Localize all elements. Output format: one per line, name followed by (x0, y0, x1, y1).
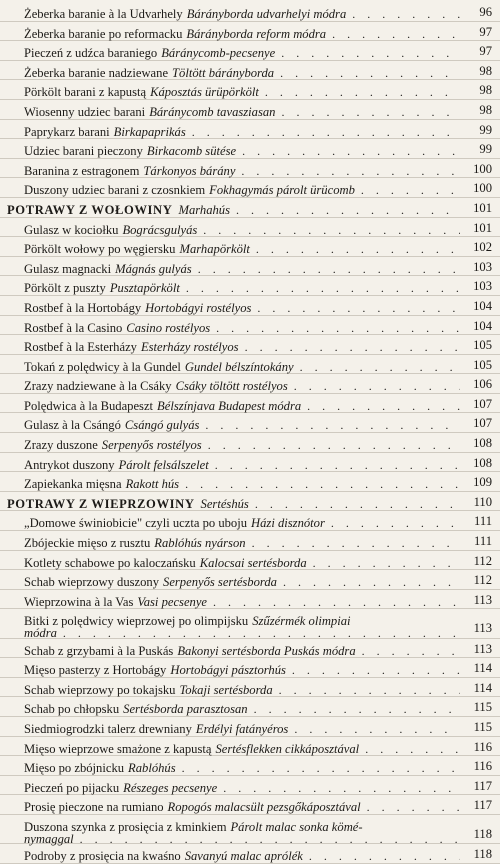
toc-entry (0, 237, 500, 257)
toc-entry (0, 639, 500, 659)
polish-dish-name: Pörkölt wołowy po węgiersku (24, 242, 176, 257)
hungarian-dish-name: Kalocsai sertésborda (199, 555, 307, 570)
page-number: 98 (479, 63, 492, 78)
hungarian-dish-name: Csáky töltött rostélyos (175, 379, 288, 394)
hungarian-dish-name: Szűzérmék olimpiai (252, 614, 351, 629)
dot-leader (288, 721, 460, 737)
polish-dish-name: Pieczeń po pijacku (24, 780, 120, 795)
hungarian-dish-name: Báránybordа reform módra (186, 26, 327, 41)
dot-leader (209, 457, 460, 473)
dot-leader (356, 643, 460, 659)
page-number: 108 (473, 436, 492, 451)
toc-entry (0, 22, 500, 42)
polish-dish-name: Pieczeń z udźca baraniego (24, 46, 158, 61)
hungarian-dish-name: Töltött báránybordа (172, 65, 275, 80)
polish-dish-name: Gulasz à la Csángó (24, 418, 121, 433)
toc-entry-line (24, 356, 460, 375)
toc-entry-line (24, 738, 460, 757)
hungarian-dish-name: Báránycomb-pecsenye (161, 46, 276, 61)
page-number: 118 (473, 847, 492, 862)
dot-leader (239, 339, 460, 355)
polish-dish-name: Zapiekanka mięsna (24, 477, 122, 492)
toc-entry-line (24, 698, 460, 717)
dot-leader (325, 515, 460, 531)
polish-dish-name: Zbójeckie mięso z rusztu (24, 536, 151, 551)
dot-leader (355, 182, 460, 198)
page-number: 105 (473, 338, 492, 353)
polish-dish-name: Siedmiogrodzki talerz drewniany (24, 721, 192, 736)
hungarian-dish-name: Marhahús (178, 202, 231, 217)
hungarian-dish-name: Bélszínjava Budapest módra (157, 398, 302, 413)
hungarian-dish-name: Esterházy rostélyos (140, 340, 239, 355)
dot-leader (303, 848, 460, 864)
toc-entry (0, 844, 500, 864)
toc-entry-line (24, 179, 460, 198)
polish-dish-name: „Domowe świniobicie" czyli uczta po uboju (24, 516, 248, 531)
page-number: 114 (473, 680, 492, 695)
toc-entry-line (24, 375, 460, 394)
toc-entry (0, 472, 500, 492)
hungarian-dish-name: Rablóhús nyárson (154, 536, 246, 551)
dot-leader (246, 535, 460, 551)
toc-entry (0, 355, 500, 375)
toc-entry-line (24, 140, 460, 159)
toc-entry-line (24, 777, 460, 796)
dot-leader (259, 84, 460, 100)
hungarian-dish-name: Bográcsgulyás (122, 222, 198, 237)
polish-dish-name: Mięso wieprzowe smażone z kapustą (24, 741, 212, 756)
toc-entry (0, 139, 500, 159)
toc-entry (0, 756, 500, 776)
hungarian-dish-name: Részeges pecsenye (123, 780, 218, 795)
toc-entry (0, 590, 500, 610)
toc-entry (0, 120, 500, 140)
toc-entry (0, 717, 500, 737)
toc-entry-line (24, 62, 460, 81)
polish-dish-name: Mięso pasterzy z Hortobágy (24, 663, 167, 678)
polish-dish-name: Zrazy duszone (24, 438, 98, 453)
page-number: 107 (473, 416, 492, 431)
dot-leader (249, 496, 460, 512)
toc-entry (0, 296, 500, 316)
toc-entry-line (24, 3, 460, 22)
dot-leader (273, 682, 460, 698)
hungarian-dish-name: Birkapaprikás (113, 124, 186, 139)
hungarian-dish-name: Sertéshús (200, 496, 249, 511)
dot-leader (197, 222, 460, 238)
polish-dish-name: Pörkölt barani z kapustą (24, 85, 147, 100)
toc-entry-line (24, 121, 460, 140)
toc-entry-line (24, 395, 460, 414)
polish-dish-name: Schab wieprzowy duszony (24, 575, 160, 590)
dot-leader (274, 65, 460, 81)
page-number: 102 (473, 240, 492, 255)
toc-entry (0, 80, 500, 100)
toc-entry (0, 697, 500, 717)
polish-dish-name: Polędwica à la Budapeszt (24, 398, 154, 413)
toc-entry (0, 609, 500, 641)
hungarian-dish-name: Erdélyi fatányéros (195, 721, 289, 736)
page-number: 108 (473, 455, 492, 470)
page-number: 112 (473, 553, 492, 568)
hungarian-dish-name-continued: módra (24, 626, 57, 641)
page-number: 117 (473, 798, 492, 813)
polish-dish-name: Żeberka baranie po reformacku (24, 26, 183, 41)
polish-dish-name: Gulasz w kociołku (24, 222, 119, 237)
hungarian-dish-name-continued: nymaggal (24, 831, 74, 846)
section-title: POTRAWY Z WOŁOWINY (7, 202, 173, 217)
toc-entry (0, 433, 500, 453)
toc-entry-line (24, 512, 460, 531)
hungarian-dish-name: Párolt malac sonka kömé- (230, 819, 363, 834)
polish-dish-name: Tokań z polędwicy à la Gundel (24, 359, 181, 374)
dot-leader (180, 280, 460, 296)
toc-entry (0, 815, 500, 844)
toc-entry (0, 413, 500, 433)
hungarian-dish-name: Fokhagymás párolt ürücomb (209, 183, 355, 198)
hungarian-dish-name: Rakott hús (125, 477, 180, 492)
hungarian-dish-name: Marhapörkölt (179, 242, 250, 257)
dot-leader (359, 741, 460, 757)
page-number: 103 (473, 279, 492, 294)
page-number: 103 (473, 259, 492, 274)
hungarian-dish-name: Báránycomb tavasziasan (149, 104, 276, 119)
toc-entry (0, 374, 500, 394)
dot-leader (230, 202, 460, 218)
dot-leader (361, 799, 460, 815)
toc-entry-line (24, 23, 460, 42)
toc-entry-line (24, 552, 460, 571)
polish-dish-name: Rostbef à la Casino (24, 320, 123, 335)
dot-leader (275, 104, 460, 120)
hungarian-dish-name: Savanyú malac aprólék (184, 849, 303, 864)
toc-entry-line (24, 297, 460, 316)
toc-entry-line (24, 160, 460, 179)
toc-entry-line (24, 591, 460, 610)
page-number: 113 (473, 641, 492, 656)
toc-entry-line (24, 414, 460, 433)
page-number: 118 (473, 826, 492, 841)
polish-dish-name: Mięso po zbójnicku (24, 761, 125, 776)
page-number: 110 (473, 494, 492, 509)
toc-entry (0, 316, 500, 336)
toc-entry-line (24, 718, 460, 737)
dot-leader (248, 701, 460, 717)
dot-leader (210, 320, 460, 336)
polish-dish-name: Prosię pieczone na rumiano (24, 800, 164, 815)
toc-entry (0, 531, 500, 551)
page-number: 116 (473, 739, 492, 754)
toc-entry-line (7, 199, 460, 218)
page-number: 101 (473, 200, 492, 215)
dot-leader (235, 163, 460, 179)
hungarian-dish-name: Rablóhús (128, 761, 176, 776)
dot-leader (250, 241, 460, 257)
dot-leader (192, 261, 460, 277)
polish-dish-name: Udziec barani pieczony (24, 144, 143, 159)
toc-section-heading (0, 198, 500, 218)
toc-entry (0, 218, 500, 238)
page-number: 104 (473, 298, 492, 313)
toc-entry (0, 737, 500, 757)
hungarian-dish-name: Bakonyi sertésborda Puskás módra (177, 643, 356, 658)
hungarian-dish-name: Házi disznótor (251, 516, 325, 531)
dot-leader (307, 555, 460, 571)
toc-entry-line (24, 434, 460, 453)
toc-entry-line (24, 454, 460, 473)
hungarian-dish-name: Sertésborda parasztosan (123, 702, 248, 717)
page-number: 101 (473, 220, 492, 235)
page-number: 99 (479, 142, 492, 157)
toc-entry-line (24, 81, 460, 100)
toc-entry-line (24, 571, 460, 590)
dot-leader (186, 124, 460, 140)
polish-dish-name: Rostbef à la Esterházy (24, 340, 137, 355)
toc-entry (0, 41, 500, 61)
polish-dish-name: Podroby z prosięcia na kwaśno (24, 849, 181, 864)
dot-leader (207, 594, 460, 610)
dot-leader (346, 6, 460, 22)
hungarian-dish-name: Serpenyős sertésborda (163, 575, 277, 590)
section-title: POTRAWY Z WIEPRZOWINY (7, 496, 195, 511)
page-number: 112 (473, 573, 492, 588)
dot-leader (286, 662, 460, 678)
page-number: 116 (473, 759, 492, 774)
page-number: 106 (473, 377, 492, 392)
hungarian-dish-name: Serpenyős rostélyos (101, 438, 202, 453)
page-number: 99 (479, 122, 492, 137)
dot-leader (288, 378, 460, 394)
toc-entry-line (24, 640, 460, 659)
toc-list (0, 2, 500, 864)
dot-leader (275, 45, 460, 61)
page-number: 114 (473, 661, 492, 676)
dot-leader (301, 398, 460, 414)
toc-entry (0, 394, 500, 414)
dot-leader (179, 476, 460, 492)
page-number: 113 (473, 621, 492, 636)
hungarian-dish-name: Casino rostélyos (126, 320, 211, 335)
toc-entry-line (24, 659, 460, 678)
page-number: 113 (473, 592, 492, 607)
hungarian-dish-name: Káposztás ürüpörkölt (150, 85, 259, 100)
dot-leader (202, 437, 460, 453)
toc-entry (0, 570, 500, 590)
polish-dish-name: Schab z grzybami à la Puskás (24, 643, 174, 658)
page-number: 111 (474, 514, 492, 529)
polish-dish-name: Kotlety schabowe po kaloczańsku (24, 555, 196, 570)
toc-entry-line (7, 493, 460, 512)
toc-entry-line (24, 845, 460, 864)
polish-dish-name: Bitki z polędwicy wieprzowej po olimpijsku (24, 614, 249, 629)
page-number: 98 (479, 83, 492, 98)
hungarian-dish-name: Báránybordа udvarhelyi módra (186, 7, 347, 21)
dot-leader (251, 300, 460, 316)
hungarian-dish-name: Hortobágyi pásztorhús (170, 663, 286, 678)
toc-entry-line (24, 473, 460, 492)
hungarian-dish-name: Birkacomb sütése (146, 144, 237, 159)
polish-dish-name: Baranina z estragonem (24, 163, 140, 178)
polish-dish-name: Rostbef à la Hortobágy (24, 300, 142, 315)
polish-dish-name: Żeberka baranie nadziewane (24, 65, 169, 80)
hungarian-dish-name: Pusztapörkölt (109, 281, 180, 296)
page-number: 115 (473, 700, 492, 715)
toc-entry-line (24, 796, 460, 815)
page-number: 111 (474, 534, 492, 549)
hungarian-dish-name: Mágnás gulyás (115, 261, 192, 276)
hungarian-dish-name: Gundel bélszíntokány (184, 359, 294, 374)
page-number: 115 (473, 719, 492, 734)
toc-entry (0, 100, 500, 120)
toc-entry (0, 178, 500, 198)
page-number: 100 (473, 161, 492, 176)
toc-entry (0, 678, 500, 698)
page-number: 96 (479, 5, 492, 19)
polish-dish-name: Schab wieprzowy po tokajsku (24, 682, 176, 697)
polish-dish-name: Gulasz magnacki (24, 261, 112, 276)
toc-entry (0, 2, 500, 22)
toc-entry (0, 776, 500, 796)
page-number: 109 (473, 475, 492, 490)
polish-dish-name: Schab po chłopsku (24, 702, 120, 717)
toc-entry (0, 257, 500, 277)
polish-dish-name: Antrykot duszony (24, 457, 115, 472)
toc-entry (0, 551, 500, 571)
dot-leader (176, 760, 460, 776)
page-number: 97 (479, 44, 492, 59)
toc-entry (0, 511, 500, 531)
toc-entry (0, 658, 500, 678)
dot-leader (277, 574, 460, 590)
page-number: 104 (473, 318, 492, 333)
toc-entry-line (24, 679, 460, 698)
page-number: 105 (473, 357, 492, 372)
polish-dish-name: Paprykarz barani (24, 124, 110, 139)
dot-leader (326, 26, 460, 42)
toc-entry (0, 159, 500, 179)
toc-entry-line (24, 757, 460, 776)
polish-dish-name: Żeberka baranie à la Udvarhely (24, 7, 183, 21)
hungarian-dish-name: Párolt felsálszelet (118, 457, 209, 472)
hungarian-dish-name: Ropogós malacsült pezsgőkáposztával (167, 800, 361, 815)
polish-dish-name: Wieprzowina à la Vas (24, 594, 134, 609)
page-number: 117 (473, 778, 492, 793)
page-number: 97 (479, 24, 492, 39)
dot-leader (199, 417, 460, 433)
toc-entry-line (24, 258, 460, 277)
polish-dish-name: Pörkölt z puszty (24, 281, 106, 296)
toc-entry-line (24, 219, 460, 238)
toc-entry-line (24, 336, 460, 355)
hungarian-dish-name: Sertésflekken cikkáposztával (215, 741, 360, 756)
toc-entry-line (24, 42, 460, 61)
polish-dish-name: Wiosenny udziec barani (24, 104, 146, 119)
page-number: 107 (473, 396, 492, 411)
toc-entry (0, 335, 500, 355)
dot-leader (217, 780, 460, 796)
toc-entry-line (24, 277, 460, 296)
dot-leader (294, 359, 460, 375)
toc-entry-line (24, 532, 460, 551)
hungarian-dish-name: Hortobágyi rostélyos (145, 300, 252, 315)
toc-entry-line (24, 238, 460, 257)
polish-dish-name: Zrazy nadziewane à la Csáky (24, 379, 172, 394)
hungarian-dish-name: Tárkonyos bárány (143, 163, 236, 178)
hungarian-dish-name: Tokaji sertésborda (179, 682, 273, 697)
hungarian-dish-name: Csángó gulyás (124, 418, 200, 433)
dot-leader (236, 143, 460, 159)
toc-entry-line (24, 101, 460, 120)
toc-entry (0, 795, 500, 815)
polish-dish-name: Duszony udziec barani z czosnkiem (24, 183, 206, 198)
toc-entry (0, 276, 500, 296)
toc-section-heading (0, 492, 500, 512)
polish-dish-name: Duszona szynka z prosięcia z kminkiem (24, 819, 227, 834)
hungarian-dish-name: Vasi pecsenye (137, 594, 208, 609)
page-number: 100 (473, 181, 492, 196)
toc-entry (0, 453, 500, 473)
toc-entry (0, 61, 500, 81)
toc-entry-line (24, 317, 460, 336)
page-number: 98 (479, 102, 492, 117)
